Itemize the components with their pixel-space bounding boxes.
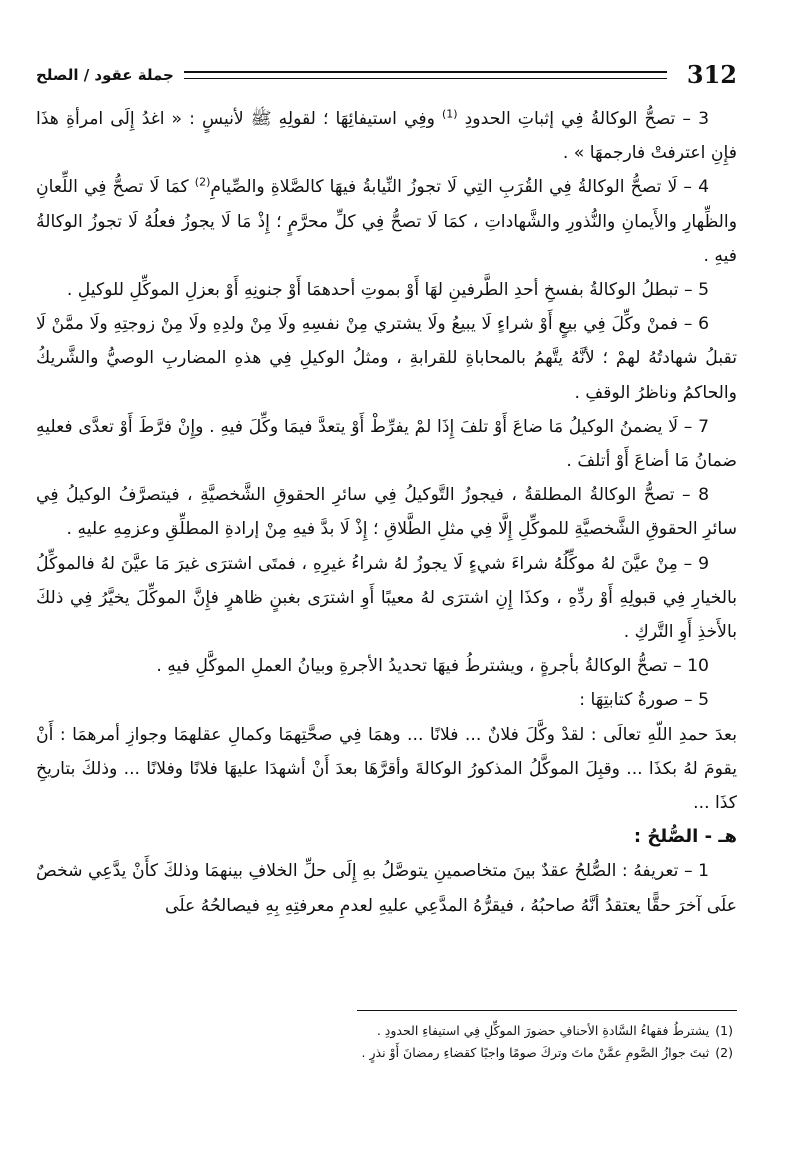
footnote-divider: [357, 1010, 737, 1011]
footnote-number: (1): [715, 1023, 733, 1038]
book-page: [36, 52, 737, 1122]
running-header: [36, 60, 737, 90]
paragraph-writing-form-heading: 5 – صورةُ كتابتِهَا :: [579, 690, 709, 711]
running-title: جملة عقود / الصلح: [36, 66, 174, 84]
paragraph-wakil-sale: 6 – فمنْ وكِّلَ فِي بيعٍ أَوْ شراءٍ لَا يبيعُ ولَا يشتري مِنْ نفسِهِ ولَا مِنْ ولدِهِ ولَا مِنْ زوجتِهِ ولَا ممَّنْ لَا تقبلُ شهادتُهُ لهمْ ؛ لأنَّهُ يتَّهمُ بالمحاباةِ للقرابةِ ، ومثلُ الوكيلِ فِي هذهِ المضاربِ الوصيُّ والشَّريكُ والحاكمُ وناظرُ الوقفِ .: [36, 314, 737, 403]
paragraph-wakil-liability: 7 – لَا يضمنُ الوكيلُ مَا ضاعَ أَوْ تلفَ إِذَا لمْ يفرِّطْ أَوْ يتعدَّ فيمَا وكِّلَ فيهِ . وإِنْ فرَّطَ أَوْ تعدَّى فعليهِ ضمانُ مَا أضاعَ أَوْ أتلفَ .: [36, 416, 737, 472]
footnote-1: [36, 1020, 737, 1042]
paragraph-wakala-qurab: [36, 170, 737, 273]
paragraph-text: وفِي استيفائِهَا ؛ لقولِهِ ﷺ لأنيسٍ : « اغدُ إِلَى امرأةِ هذَا فإِنِ اعترفتْ فارجمهَا » .: [36, 109, 737, 164]
paragraph-wakala-ends: 5 – تبطلُ الوكالةُ بفسخِ أحدِ الطَّرفينِ لهَا أَوْ بموتِ أحدهمَا أَوْ جنونِهِ أَوْ بعزلِ الموكِّلِ للوكيلِ .: [66, 280, 709, 301]
paragraph-text: 3 – تصحُّ الوكالةُ فِي إثباتِ الحدودِ: [457, 109, 709, 129]
footnote-number: (2): [715, 1045, 733, 1060]
paragraph-wakala-hudud: [36, 102, 737, 170]
main-text: [36, 102, 737, 923]
paragraph-specified-purchase: 9 – مِنْ عيَّنَ لهُ موكِّلُهُ شراءَ شيءٍ لَا يجوزُ لهُ شراءُ غيرِهِ ، فمتَى اشترَى غيرَ مَا عيَّنَ لهُ فالموكِّلُ بالخيارِ فِي قبولِهِ أَوْ ردِّهِ ، وكذَا إِنِ اشترَى لهُ معيبًا أَوِ اشترَى بغبنٍ ظاهرٍ فإِنَّ الموكِّلَ يخيَّرُ فِي ذلكَ بالأَخذِ أَوِ التَّركِ .: [36, 553, 737, 643]
paragraph-text: كمَا لَا تصحُّ فِي اللِّعانِ والظِّهارِ والأَيمانِ والنُّذورِ والشَّهاداتِ ، كمَا لَا تصحُّ فِي كلِّ محرَّمٍ ؛ إِذْ مَا لَا يجوزُ فعلُهُ لَا تجوزُ الوكالةُ فيهِ .: [36, 177, 737, 266]
footnote-text: ثبتَ جوازُ الصَّومِ عمَّنْ ماتَ وتركَ صومًا واجبًا كقضاءِ رمضانَ أَوْ نذرٍ .: [361, 1045, 710, 1060]
paragraph-text: 4 – لَا تصحُّ الوكالةُ فِي القُرَبِ التِي لَا تجوزُ النِّيابةُ فيهَا كالصَّلاةِ والصِّيامِ: [210, 177, 710, 198]
footnote-text: يشترطُ فقهاءُ السَّادةِ الأحنافِ حضورَ الموكِّلِ فِي استيفاءِ الحدودِ .: [376, 1023, 710, 1038]
footnote-2: [36, 1042, 737, 1064]
footnote-ref-2[interactable]: (2): [194, 175, 211, 189]
paragraph-paid-wakala: 10 – تصحُّ الوكالةُ بأجرةٍ ، ويشترطُ فيهَا تحديدُ الأجرةِ وبيانُ العملِ الموكَّلِ فيهِ .: [156, 656, 709, 677]
paragraph-absolute-wakala: 8 – تصحُّ الوكالةُ المطلقةُ ، فيجوزُ التَّوكيلُ فِي سائرِ الحقوقِ الشَّخصيَّةِ ، فيتصرَّفُ الوكيلُ فِي سائرِ الحقوقِ الشَّخصيَّةِ للموكِّلِ إِلَّا فِي مثلِ الطَّلاقِ ؛ إِذْ لَا بدَّ فيهِ مِنْ إرادةِ المطلِّقِ وعزمِهِ عليهِ .: [36, 485, 737, 540]
section-heading-sulh: هـ - الصُّلحُ :: [633, 826, 737, 848]
page-number: 312: [686, 60, 737, 89]
footnotes: [36, 1020, 737, 1064]
header-rule: [184, 71, 667, 79]
paragraph-writing-form: بعدَ حمدِ اللّهِ تعالَى : لقدْ وكَّلَ فلانٌ ... فلانًا ... وهمَا فِي صحَّتِهمَا وكمالِ عقلهمَا وجوازِ أمرهمَا : أَنْ يقومَ لهُ بكذَا ... وقبِلَ الموكَّلُ المذكورُ الوكالةَ وأقرَّهَا بعدَ أَنْ أشهدَا عليهَا فلانًا وفلانًا ... وذلكَ بتاريخِ كذَا ...: [36, 724, 737, 814]
paragraph-sulh-definition: 1 – تعريفهُ : الصُّلحُ عقدٌ بينَ متخاصمينِ يتوصَّلُ بهِ إِلَى حلِّ الخلافِ بينهمَا وذلكَ كأَنْ يدَّعِي شخصٌ علَى آخرَ حقًّا يعتقدُ أنَّهُ صاحبُهُ ، فيقرُّهُ المدَّعِي عليهِ لعدمِ معرفتِهِ بِهِ فيصالحُهُ علَى: [36, 861, 737, 916]
footnote-ref-1[interactable]: (1): [441, 107, 458, 121]
